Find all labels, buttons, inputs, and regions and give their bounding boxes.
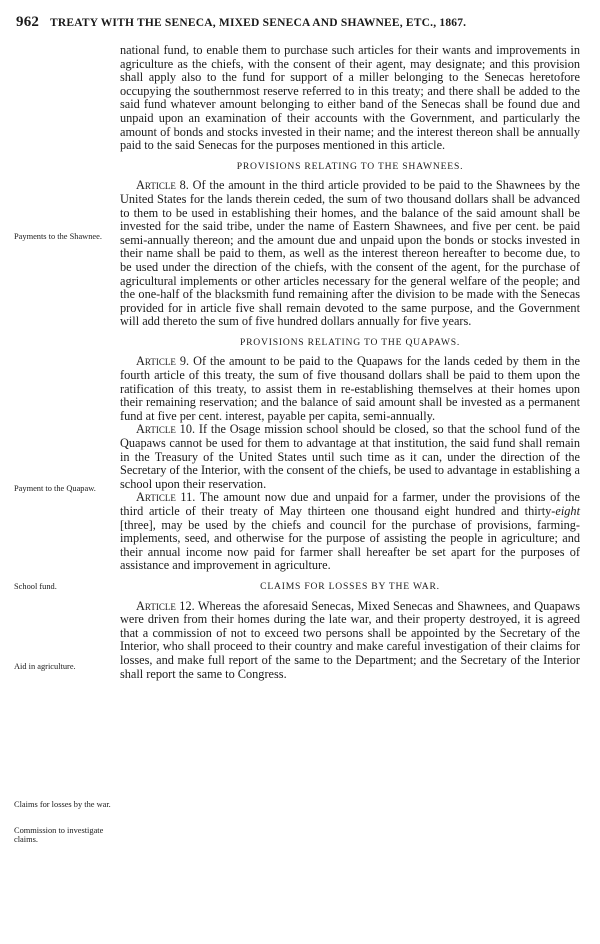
margin-note-school-fund: School fund. [14, 582, 57, 591]
body-text [120, 44, 580, 681]
article-11-italic: eight [555, 504, 580, 518]
margin-note-claims-losses: Claims for losses by the war. [14, 800, 111, 809]
heading-claims: CLAIMS FOR LOSSES BY THE WAR. [260, 580, 440, 592]
heading-shawnees: PROVISIONS RELATING TO THE SHAWNEES. [236, 160, 464, 172]
article-12 [120, 600, 580, 682]
article-12-text: Whereas the aforesaid Senecas, Mixed Senecas and Shawnees, and Quapaws were driven from their homes during the late war, and their property destroyed, it is agreed that a commission of not to exceed two persons shall be appointed by the Secretary of the Interior, who shall proceed to their country and make careful investigation of their claims for losses, and make full report of the same to the Department; and the Secretary of the Interior shall report the same to Congress. [120, 598, 581, 681]
article-8 [120, 179, 580, 329]
margin-note-payment-quapaw: Payment to the Quapaw. [14, 484, 96, 493]
article-8-label: Article 8. [136, 178, 189, 193]
article-10 [120, 423, 580, 491]
intro-paragraph: national fund, to enable them to purchase such articles for their wants and improvements in agriculture as the chiefs, with the consent of their agent, may designate; and this provision shall apply also to the fund for support of a miller belonging to the Senecas heretofore occupying the southernmost reserve referred to in this treaty; and there shall be added to the said fund whatever amount belonging to either band of the Senecas shall be found due and unpaid upon an examination of their accounts with the Government, and particularly the amount of bonds and stocks invested in their name; and the interest thereon shall be annually paid to the said Senecas for the purposes mentioned in this article. [120, 43, 580, 153]
article-8-text: Of the amount in the third article provided to be paid to the Shawnees by the United States for the lands therein ceded, the sum of two thousand dollars shall be advanced to them to be used in establishing their homes, and the balance of the said amount shall be invested for the said tribe, under the name of Eastern Shawnees, and five per cent. be paid semi-annually thereon; and the amount due and unpaid upon the bonds or stocks invested in their name shall be paid to them, as well as the interest thereon hereafter to become due, to be used under the direction of the chiefs, with the consent of the agent, for the purchase of agricultural implements or other articles necessary for the general welfare of the people; and the one-half of the blacksmith fund remaining after the division to be made with the Senecas provided for in article five shall remain devoted to the same purpose, and the Government will add thereto the sum of five hundred dollars annually for five years. [120, 178, 581, 329]
article-11-label: Article 11. [136, 490, 196, 505]
margin-note-commission: Commission to investigate claims. [14, 826, 104, 844]
article-11 [120, 491, 580, 573]
article-10-label: Article 10. [136, 422, 196, 437]
page-number: 962 [16, 14, 40, 30]
article-9-text: Of the amount to be paid to the Quapaws for the lands ceded by them in the fourth article of this treaty, the sum of five thousand dollars shall be paid to them upon the ratification of this treaty, to assist them in re-establishing themselves at their homes upon their remaining reservation; and the balance of said amount shall be invested as a permanent fund at five per cent. interest, payable per capita, semi-annually. [120, 354, 580, 423]
heading-quapaws: PROVISIONS RELATING TO THE QUAPAWS. [239, 336, 461, 348]
margin-note-aid-agriculture: Aid in agriculture. [14, 662, 76, 671]
running-head [16, 14, 584, 31]
margin-note-payments-shawnee: Payments to the Shawnee. [14, 232, 102, 241]
article-9-label: Article 9. [136, 354, 190, 369]
article-9 [120, 355, 580, 423]
article-10-text: If the Osage mission school should be closed, so that the school fund of the Quapaws cannot be used for them to advantage at that institution, the said fund shall remain in the Treasury of the United States until such time as it can, under the direction of the Secretary of the Interior, with the consent of the chiefs, be used to advantage in establishing a school upon their reservation. [120, 422, 581, 491]
running-title: TREATY WITH THE SENECA, MIXED SENECA AND SHAWNEE, ETC., 1867. [49, 17, 467, 29]
article-12-label: Article 12. [136, 598, 195, 613]
article-11-text-b: [three], may be used by the chiefs and council for the purchase of provisions, farming-implements, seed, and otherwise for the purpose of assisting the people in agriculture; and their annual income now paid for farmer shall hereafter be set apart for the purposes of assistance and improvement in agriculture. [120, 517, 580, 573]
article-11-text-a: The amount now due and unpaid for a farmer, under the provisions of the third article of their treaty of May thirteen one thousand eight hundred and thirty- [120, 490, 580, 518]
